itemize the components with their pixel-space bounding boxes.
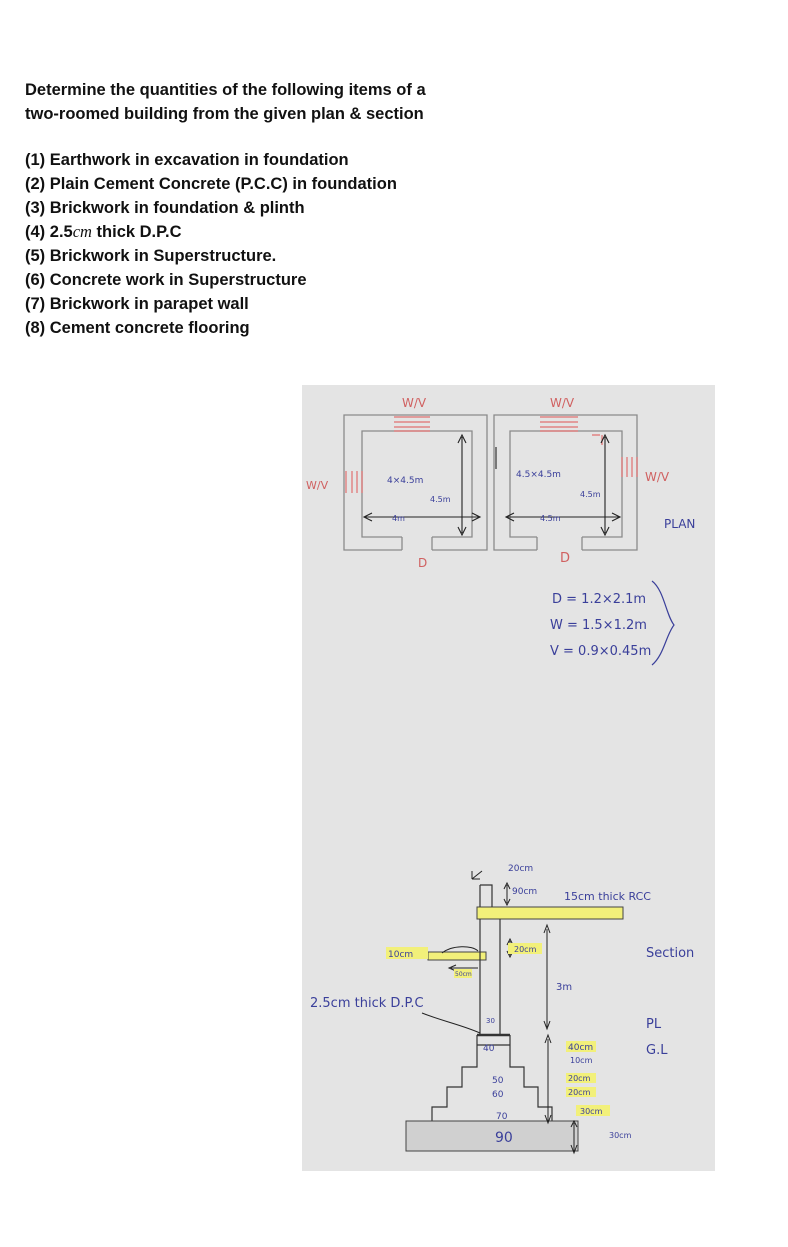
rcc-slab	[477, 907, 623, 919]
list-item: (7) Brickwork in parapet wall	[25, 295, 249, 313]
problem-line-1: Determine the quantities of the following items of a	[25, 81, 426, 99]
list-item: (6) Concrete work in Superstructure	[25, 271, 307, 289]
plan-and-section-drawing	[302, 385, 715, 1171]
plinth-level-label: PL	[646, 1017, 662, 1032]
room-2-width: 4.5m	[540, 514, 561, 523]
plan-title: PLAN	[664, 517, 696, 531]
pcc-bed	[406, 1121, 578, 1151]
depth-label: 20cm	[568, 1074, 591, 1083]
door-size-note: D = 1.2×2.1m	[552, 592, 647, 607]
problem-line-2: two-roomed building from the given plan & section	[25, 105, 424, 123]
room-1-width: 4m	[392, 514, 405, 523]
lintel-label: 20cm	[514, 945, 537, 954]
vent-size-note: V = 0.9×0.45m	[550, 644, 652, 659]
door-label: D	[418, 556, 428, 570]
window-size-note: W = 1.5×1.2m	[550, 618, 647, 633]
section-title: Section	[646, 946, 695, 961]
list-item: (1) Earthwork in excavation in foundation	[25, 151, 349, 169]
width-label: 40	[483, 1044, 495, 1054]
depth-label: 20cm	[568, 1088, 591, 1097]
problem-statement	[25, 78, 545, 126]
width-label: 90	[495, 1130, 513, 1146]
width-label: 70	[496, 1112, 508, 1122]
window-label: W/V	[402, 396, 427, 410]
window-label: W/V	[645, 470, 670, 484]
ground-level-label: G.L	[646, 1043, 668, 1058]
wall-height-label: 3m	[556, 982, 573, 993]
depth-label: 10cm	[570, 1056, 593, 1065]
depth-label: 30cm	[580, 1107, 603, 1116]
list-item: (3) Brickwork in foundation & plinth	[25, 199, 305, 217]
room-2-length: 4.5m	[580, 490, 601, 499]
door-label: D	[560, 551, 571, 566]
parapet-height-label: 90cm	[512, 887, 538, 897]
list-item: (2) Plain Cement Concrete (P.C.C) in foundation	[25, 175, 397, 193]
window-label: W/V	[550, 396, 575, 410]
list-item: (4) 2.5cm thick D.P.C	[25, 222, 182, 241]
top-width-label: 20cm	[508, 864, 534, 874]
list-item: (5) Brickwork in Superstructure.	[25, 247, 277, 265]
width-label: 50	[492, 1076, 504, 1086]
depth-label: 30cm	[609, 1131, 632, 1140]
sunshade-thickness-label: 10cm	[388, 950, 414, 960]
room-1-length: 4.5m	[430, 495, 451, 504]
dpc-label: 2.5cm thick D.P.C	[310, 996, 424, 1011]
sunshade	[428, 952, 486, 960]
drawing-photo	[302, 385, 715, 1171]
rcc-slab-label: 15cm thick RCC	[564, 890, 651, 903]
width-label: 60	[492, 1090, 504, 1100]
sunshade-length-label: 50cm	[455, 971, 472, 978]
width-label: 30	[486, 1017, 495, 1025]
window-label: W/V	[306, 479, 329, 492]
room-2-size: 4.5×4.5m	[516, 470, 561, 480]
items-list	[25, 148, 397, 340]
list-item: (8) Cement concrete flooring	[25, 319, 250, 337]
depth-label: 40cm	[568, 1043, 594, 1053]
room-1-size: 4×4.5m	[387, 476, 424, 486]
